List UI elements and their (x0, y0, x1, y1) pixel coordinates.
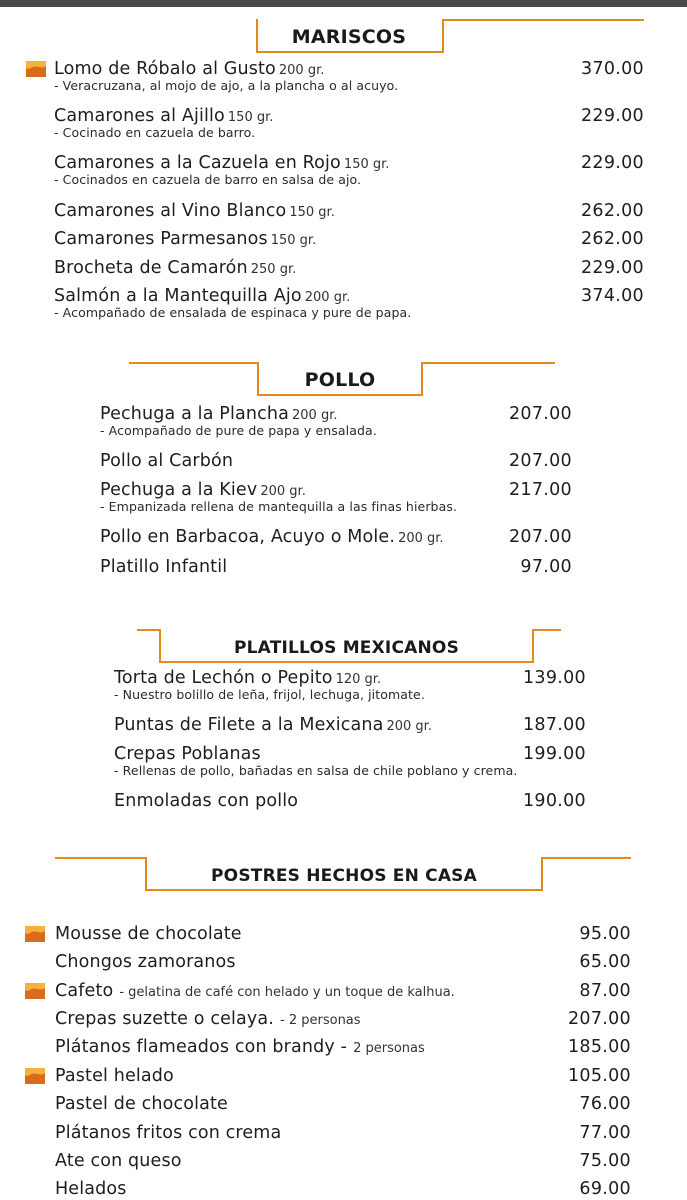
menu-item: Chongos zamoranos (55, 952, 236, 972)
menu-item: Brocheta de Camarón 250 gr. (54, 258, 297, 278)
menu-item: Enmoladas con pollo (114, 791, 299, 811)
menu-item: Pollo al Carbón (100, 451, 234, 471)
menu-item-price: 207.00 (508, 451, 572, 471)
section-title-mariscos: MARISCOS (291, 26, 407, 48)
chef-special-flag-icon (25, 1068, 45, 1084)
menu-item: Camarones Parmesanos 150 gr. (54, 229, 317, 249)
top-bar (0, 0, 687, 7)
menu-item-price: 207.00 (567, 1009, 631, 1029)
menu-item: Lomo de Róbalo al Gusto 200 gr. - Veracruzana, al mojo de ajo, a la plancha o al acuyo. (54, 59, 399, 93)
menu-item-price: 95.00 (579, 924, 631, 944)
menu-item: Platillo Infantil (100, 557, 228, 577)
section-header-mexicanos (137, 629, 561, 663)
menu-item-price: 374.00 (580, 286, 644, 306)
chef-special-flag-icon (26, 61, 46, 77)
section-header-mariscos (256, 19, 644, 53)
menu-item-price: 229.00 (580, 258, 644, 278)
chef-special-flag-icon (25, 926, 45, 942)
menu-item: Crepas suzette o celaya. - 2 personas (55, 1009, 361, 1029)
menu-item: Torta de Lechón o Pepito 120 gr. - Nuestro bolillo de leña, frijol, lechuga, jitomate. (114, 668, 425, 702)
menu-item-price: 185.00 (567, 1037, 631, 1057)
menu-item-price: 199.00 (522, 744, 586, 764)
menu-item-price: 187.00 (522, 715, 586, 735)
menu-item-price: 87.00 (579, 981, 631, 1001)
menu-item: Pechuga a la Plancha 200 gr. - Acompañado de pure de papa y ensalada. (100, 404, 377, 438)
menu-item-price: 65.00 (579, 952, 631, 972)
menu-item: Mousse de chocolate (55, 924, 242, 944)
menu-item: Ate con queso (55, 1151, 182, 1171)
section-title-pollo: POLLO (304, 369, 376, 391)
menu-item-price: 75.00 (579, 1151, 631, 1171)
menu-item-price: 229.00 (580, 153, 644, 173)
menu-item-price: 97.00 (520, 557, 572, 577)
menu-item: Cafeto - gelatina de café con helado y un toque de kalhua. (55, 981, 455, 1001)
menu-item-price: 139.00 (522, 668, 586, 688)
menu-item: Pechuga a la Kiev 200 gr. - Empanizada rellena de mantequilla a las finas hierbas. (100, 480, 458, 514)
menu-item: Camarones a la Cazuela en Rojo 150 gr. - Cocinados en cazuela de barro en salsa de ajo. (54, 153, 390, 187)
menu-item-price: 105.00 (567, 1066, 631, 1086)
menu-item-price: 207.00 (508, 527, 572, 547)
chef-special-flag-icon (25, 983, 45, 999)
menu-item-price: 76.00 (579, 1094, 631, 1114)
menu-item-price: 217.00 (508, 480, 572, 500)
menu-item: Puntas de Filete a la Mexicana 200 gr. (114, 715, 432, 735)
menu-item: Camarones al Ajillo 150 gr. - Cocinado en cazuela de barro. (54, 106, 274, 140)
section-title-mexicanos: PLATILLOS MEXICANOS (233, 638, 460, 658)
menu-item-price: 69.00 (579, 1179, 631, 1199)
menu-item-price: 370.00 (580, 59, 644, 79)
menu-item-price: 190.00 (522, 791, 586, 811)
menu-item: Helados (55, 1179, 127, 1199)
section-title-postres: POSTRES HECHOS EN CASA (211, 866, 477, 886)
menu-item: Crepas Poblanas - Rellenas de pollo, bañadas en salsa de chile poblano y crema. (114, 744, 518, 778)
menu-item-price: 77.00 (579, 1123, 631, 1143)
menu-item-price: 262.00 (580, 201, 644, 221)
menu-item-price: 262.00 (580, 229, 644, 249)
menu-item: Salmón a la Mantequilla Ajo 200 gr. - Acompañado de ensalada de espinaca y pure de papa. (54, 286, 412, 320)
menu-item-price: 207.00 (508, 404, 572, 424)
menu-item: Camarones al Vino Blanco 150 gr. (54, 201, 335, 221)
menu-item: Pastel de chocolate (55, 1094, 228, 1114)
menu-item: Plátanos flameados con brandy - 2 personas (55, 1037, 425, 1057)
menu-item: Pastel helado (55, 1066, 174, 1086)
section-header-pollo (129, 362, 555, 396)
section-header-postres (55, 857, 631, 891)
menu-item: Plátanos fritos con crema (55, 1123, 282, 1143)
menu-item-price: 229.00 (580, 106, 644, 126)
menu-item: Pollo en Barbacoa, Acuyo o Mole. 200 gr. (100, 527, 444, 547)
